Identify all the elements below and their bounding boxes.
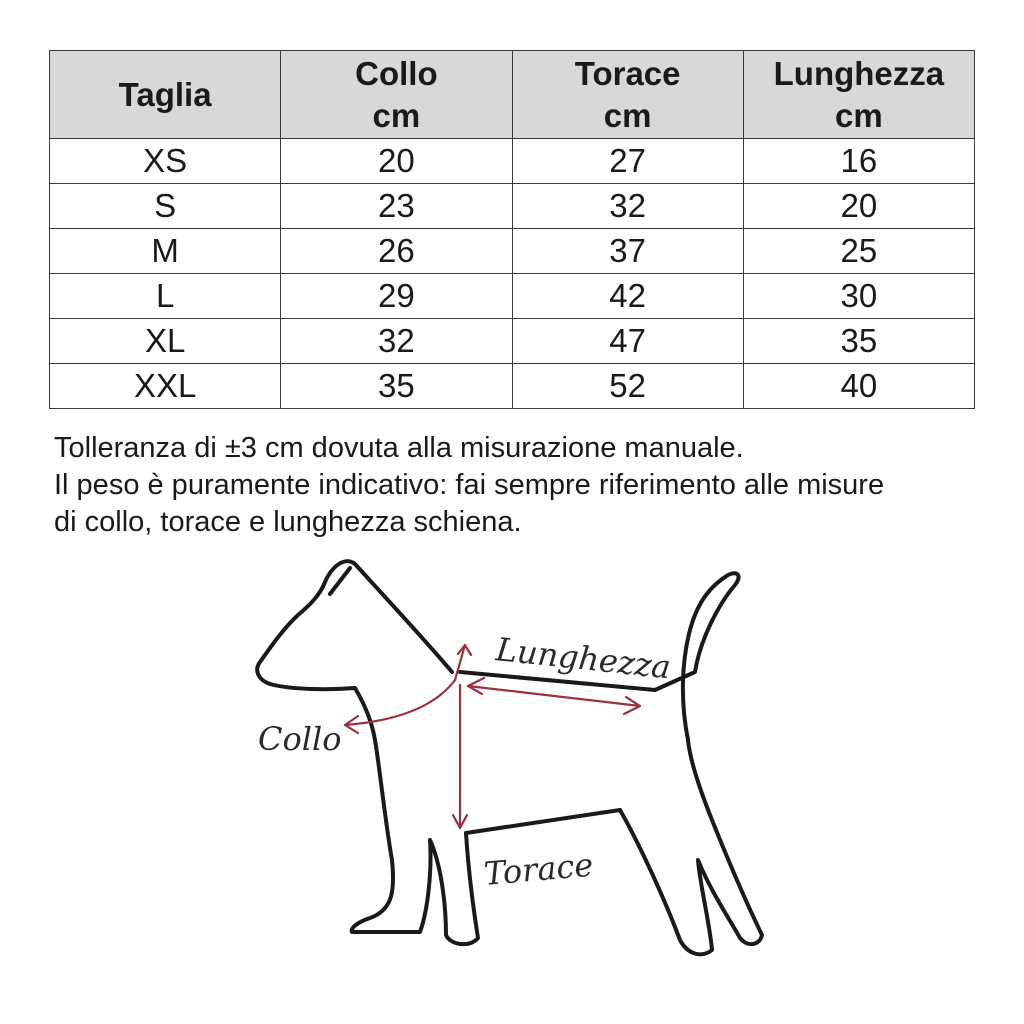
cell-collo: 35: [281, 364, 512, 409]
header-taglia: [50, 51, 281, 139]
cell-lunghezza: 35: [743, 319, 974, 364]
cell-size: S: [50, 184, 281, 229]
cell-size: XS: [50, 139, 281, 184]
measurement-notes: [54, 430, 994, 541]
note-tolerance: Tolleranza di ±3 cm dovuta alla misurazione manuale.: [54, 432, 744, 464]
label-lunghezza: Lunghezza: [494, 630, 673, 687]
table-row: [50, 364, 975, 409]
dog-belly-outline: [466, 810, 620, 833]
header-taglia-label: Taglia: [118, 75, 212, 113]
size-chart-table: [49, 50, 975, 409]
table-row: [50, 184, 975, 229]
cell-lunghezza: 25: [743, 229, 974, 274]
table-row: [50, 319, 975, 364]
cell-collo: 20: [281, 139, 512, 184]
cell-collo: 32: [281, 319, 512, 364]
header-lunghezza-label: Lunghezza: [773, 54, 945, 92]
cell-size: M: [50, 229, 281, 274]
table-row: [50, 274, 975, 319]
header-lunghezza: [743, 51, 974, 139]
table-header-row: [50, 51, 975, 139]
table-row: [50, 139, 975, 184]
cell-torace: 37: [512, 229, 743, 274]
header-torace-unit: cm: [603, 96, 652, 134]
cell-torace: 27: [512, 139, 743, 184]
header-torace: [512, 51, 743, 139]
diagram-labels: [258, 630, 672, 893]
lunghezza-arrow: [468, 686, 640, 706]
cell-lunghezza: 40: [743, 364, 974, 409]
header-lunghezza-unit: cm: [835, 96, 883, 134]
table-row: [50, 229, 975, 274]
label-torace: Torace: [482, 845, 595, 893]
dog-hind-legs-outline: [620, 740, 762, 954]
header-torace-label: Torace: [574, 54, 681, 92]
cell-lunghezza: 20: [743, 184, 974, 229]
note-weight-cont: di collo, torace e lunghezza schiena.: [54, 506, 522, 538]
cell-torace: 42: [512, 274, 743, 319]
header-collo: [281, 51, 512, 139]
cell-collo: 29: [281, 274, 512, 319]
cell-torace: 47: [512, 319, 743, 364]
cell-size: XL: [50, 319, 281, 364]
cell-size: L: [50, 274, 281, 319]
cell-collo: 26: [281, 229, 512, 274]
cell-size: XXL: [50, 364, 281, 409]
header-collo-label: Collo: [355, 54, 438, 92]
cell-lunghezza: 16: [743, 139, 974, 184]
cell-torace: 32: [512, 184, 743, 229]
header-collo-unit: cm: [372, 96, 421, 134]
dog-measurement-diagram: [0, 540, 1024, 1024]
label-collo: Collo: [258, 720, 342, 758]
note-weight: Il peso è puramente indicativo: fai sempre riferimento alle misure: [54, 469, 885, 501]
cell-lunghezza: 30: [743, 274, 974, 319]
cell-torace: 52: [512, 364, 743, 409]
cell-collo: 23: [281, 184, 512, 229]
dog-head-outline: [257, 561, 452, 740]
